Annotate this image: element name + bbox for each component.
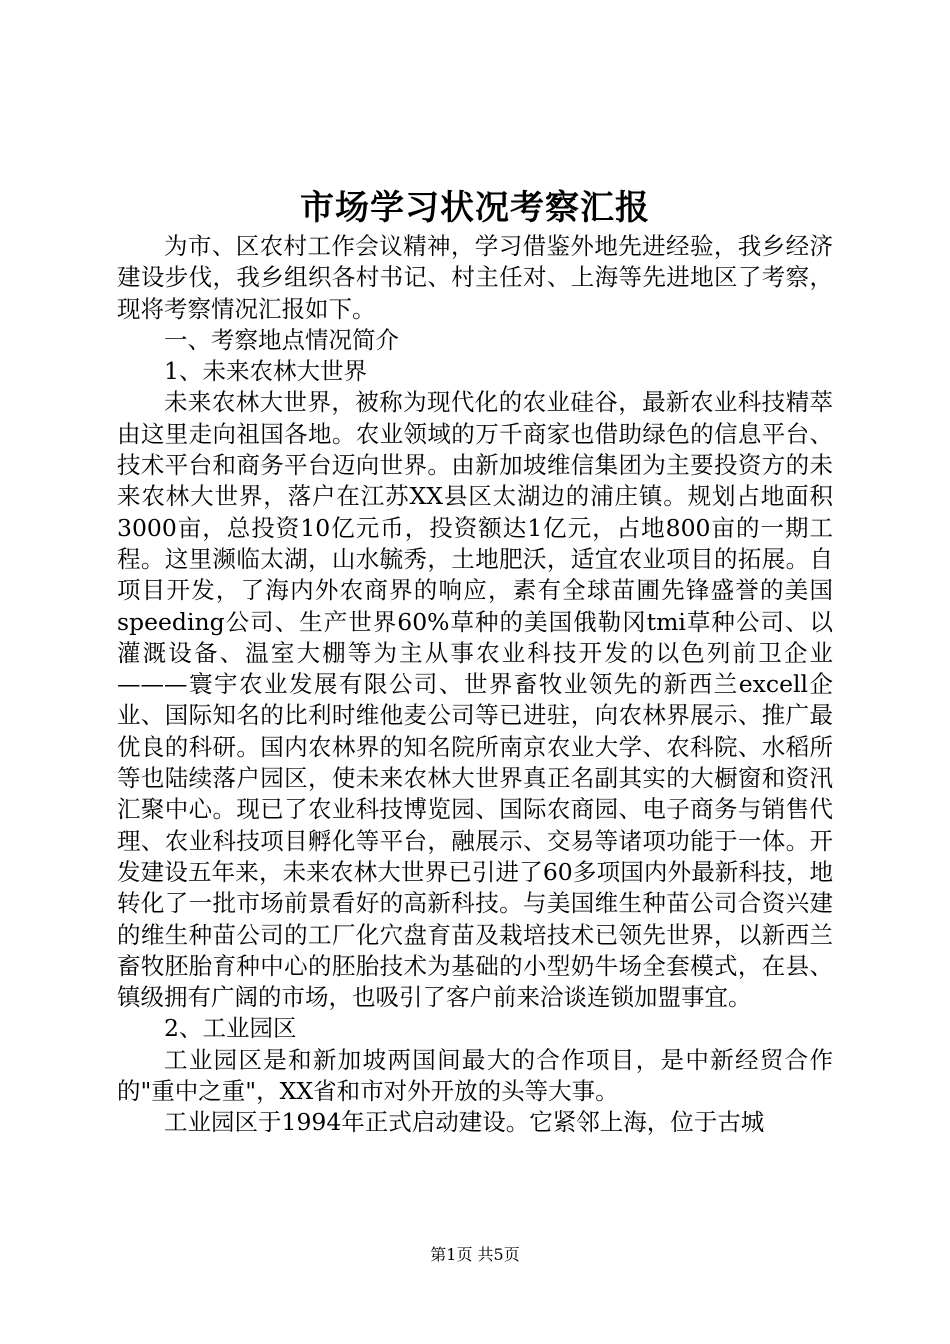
page-footer: 第1页 共5页 [430, 1245, 520, 1264]
subsection-heading: 2、工业园区 [164, 1014, 297, 1043]
section-heading: 一、考察地点情况简介 [164, 325, 399, 354]
paragraph: 工业园区于1994年正式启动建设。它紧邻上海，位于古城 [164, 1108, 765, 1137]
paragraph-intro: 为市、区农村工作会议精神，学习借鉴外地先进经验，我乡经济建设步伐，我乡组织各村书记、村主任对、上海等先进地区了考察，现将考察情况汇报如下。 [117, 232, 833, 323]
subsection-heading: 1、未来农林大世界 [164, 357, 367, 386]
paragraph: 工业园区是和新加坡两国间最大的合作项目，是中新经贸合作的"重中之重"，XX省和市对外开放的头等大事。 [117, 1045, 833, 1106]
paragraph: 未来农林大世界，被称为现代化的农业硅谷，最新农业科技精萃由这里走向祖国各地。农业领域的万千商家也借助绿色的信息平台、技术平台和商务平台迈向世界。由新加坡维信集团为主要投资方的未来农林大世界，落户在江苏XX县区太湖边的浦庄镇。规划占地面积3000亩，总投资10亿元币，投资额达1亿元，占地800亩的一期工程。这里濒临太湖，山水毓秀，土地肥沃，适宜农业项目的拓展。自项目开发，了海内外农商界的响应，素有全球苗圃先锋盛誉的美国speeding公司、生产世界60%草种的美国俄勒冈tmi草种公司、以灌溉设备、温室大棚等为主从事农业科技开发的以色列前卫企业———寰宇农业发展有限公司、世界畜牧业领先的新西兰excell企业、国际知名的比利时维他麦公司等已进驻，向农林界展示、推广最优良的科研。国内农林界的知名院所南京农业大学、农科院、水稻所等也陆续落户园区，使未来农林大世界真正名副其实的大橱窗和资汛汇聚中心。现已了农业科技博览园、国际农商园、电子商务与销售代理、农业科技项目孵化等平台，融展示、交易等诸项功能于一体。开发建设五年来，未来农林大世界已引进了60多项国内外最新科技，地转化了一批市场前景看好的高新科技。与美国维生种苗公司合资兴建的维生种苗公司的工厂化穴盘育苗及栽培技术已领先世界，以新西兰畜牧胚胎育种中心的胚胎技术为基础的小型奶牛场全套模式，在县、镇级拥有广阔的市场，也吸引了客户前来洽谈连锁加盟事宜。 [117, 388, 833, 1012]
document-title: 市场学习状况考察汇报 [300, 188, 650, 228]
document-body [117, 231, 833, 1139]
